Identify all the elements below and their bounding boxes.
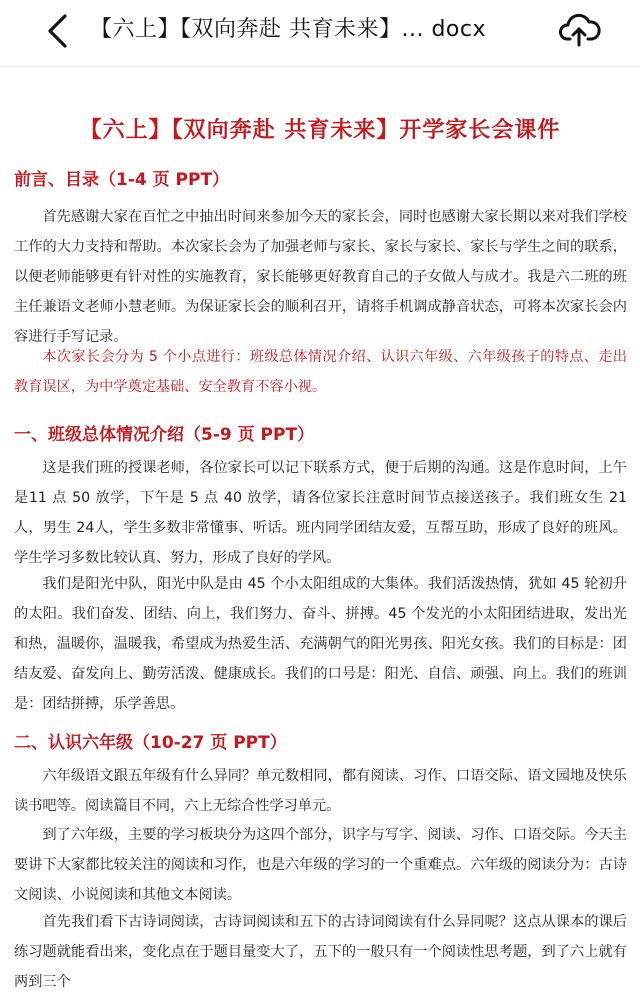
chevron-left-icon [45,13,69,49]
document-body[interactable] [0,67,640,990]
section-preface-heading: 前言、目录（1-4 页 PPT） [14,170,230,190]
document-heading: 【六上】【双向奔赴 共育未来】开学家长会课件 [79,118,561,143]
section-class-overview-heading: 一、班级总体情况介绍（5-9 页 PPT） [14,425,315,445]
cloud-upload-icon [558,7,602,51]
section-sixth-grade-heading: 二、认识六年级（10-27 页 PPT） [14,733,287,753]
paragraph-schedule: 这是我们班的授课老师，各位家长可以记下联系方式，便于后期的沟通。这是作息时间，上午是11 点 50 放学，下午是 5 点 40 放学，请各位家长注意时间节点接送孩子。我们班女生 21 人，男生 24人，学生多数非常懂事、听话。班内同学团结友爱，互帮互助，形成了良好的班风。学生学习多数比较认真、努力，形成了良好的学风。 [14,460,627,566]
paragraph-comparison: 六年级语文跟五年级有什么异同？单元数相同，都有阅读、习作、口语交际、语文园地及快乐读书吧等。阅读篇目不同，六上无综合性学习单元。 [14,768,627,814]
paragraph-sunshine-squad: 我们是阳光中队，阳光中队是由 45 个小太阳组成的大集体。我们活泼热情，犹如 45 轮初升的太阳。我们奋发、团结、向上，我们努力、奋斗、拼搏。45 个发光的小太阳团结进取，发出光和热，温暖你，温暖我，希望成为热爱生活、充满朝气的阳光男孩、阳光女孩。我们的目标是：团结友爱、奋发向上、勤劳活泼、健康成长。我们的口号是：阳光、自信、顽强、向上。我们的班训是：团结拼搏，乐学善思。 [14,576,627,712]
paragraph-agenda: 本次家长会分为 5 个小点进行：班级总体情况介绍、认识六年级、六年级孩子的特点、走出教育误区，为中学奠定基础、安全教育不容小视。 [14,349,627,395]
paragraph-poetry: 首先我们看下古诗词阅读，古诗词阅读和五下的古诗词阅读有什么异同呢？这点从课本的课后练习题就能看出来，变化点在于题目量变大了，五下的一般只有一个阅读性思考题，到了六上就有两到三个 [14,914,627,990]
back-button[interactable] [40,11,74,51]
document-title: 【六上】【双向奔赴 共育未来】... docx [90,17,487,42]
top-bar [0,0,640,67]
cloud-upload-button[interactable] [558,7,602,51]
paragraph-study-areas: 到了六年级，主要的学习板块分为这四个部分，识字与写字、阅读、习作、口语交际。今天主要讲下大家都比较关注的阅读和习作，也是六年级的学习的一个重难点。六年级的阅读分为：古诗文阅读、小说阅读和其他文本阅读。 [14,827,627,903]
paragraph-intro: 首先感谢大家在百忙之中抽出时间来参加今天的家长会，同时也感谢大家长期以来对我们学校工作的大力支持和帮助。本次家长会为了加强老师与家长、家长与家长、家长与学生之间的联系，以便老师能够更有针对性的实施教育，家长能够更好教育自己的子女做人与成才。我是六二班的班主任兼语文老师小慧老师。为保证家长会的顺利召开，请将手机调成静音状态，可将本次家长会内容进行手写记录。 [14,209,627,345]
